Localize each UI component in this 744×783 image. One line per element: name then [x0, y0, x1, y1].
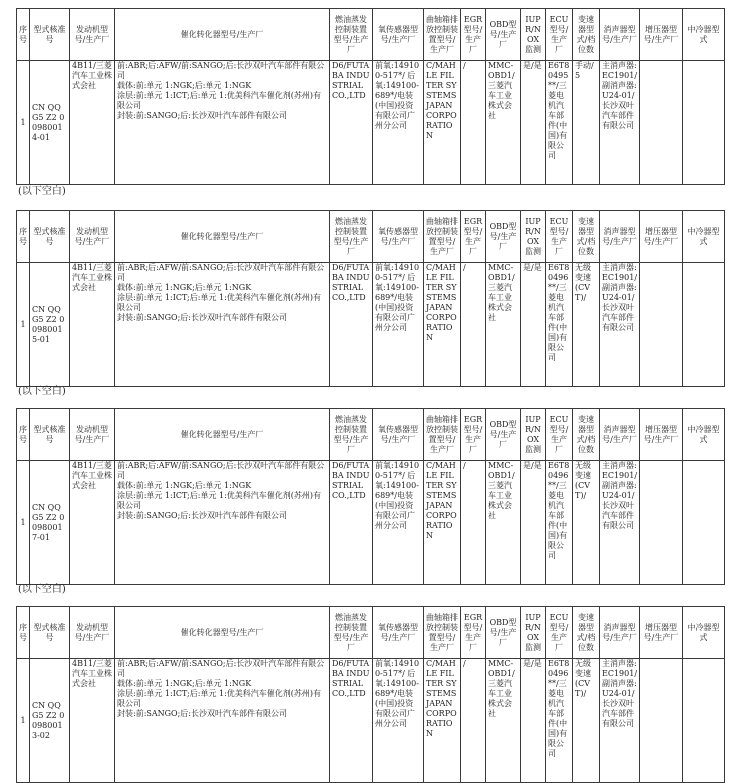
- gearbox-cell: 无级变速(CVT)/: [573, 461, 600, 585]
- header-obd: OBD型号/生产厂: [486, 211, 521, 263]
- ecu-cell: E6T80496**/三菱电机汽车部件(中国)有限公司: [546, 659, 573, 783]
- obd-cell: MMC-OBD1/三菱汽车工业株式会社: [486, 263, 521, 387]
- blank-note: (以下空白): [18, 386, 66, 397]
- crankcase-cell: C/MAHLE FILTER SYSTEMS JAPAN CORPORATION: [424, 659, 461, 783]
- table-row: [17, 461, 725, 585]
- header-evap: 燃油蒸发控制装置型号/生产厂: [330, 409, 373, 461]
- iupr-cell: 是/是: [521, 659, 546, 783]
- header-ecu: ECU型号/生产厂: [546, 409, 573, 461]
- header-gearbox: 变速器型式/档位数: [573, 211, 600, 263]
- header-o2: 氧传感器型号/生产厂: [373, 211, 424, 263]
- header-type-approval: 型式核准号: [30, 211, 70, 263]
- header-row: [17, 607, 725, 659]
- header-turbo: 增压器型号/生产厂: [640, 607, 683, 659]
- header-o2: 氧传感器型号/生产厂: [373, 9, 424, 61]
- evap-cell: D6/FUTABA INDUSTRIAL CO.,LTD: [330, 659, 373, 783]
- header-engine: 发动机型号/生产厂: [70, 607, 115, 659]
- egr-cell: /: [461, 263, 486, 387]
- header-catalyst: 催化转化器型号/生产厂: [115, 409, 330, 461]
- header-crankcase: 曲轴箱排放控制装置型号/生产厂: [424, 9, 461, 61]
- o2-cell: 前氧:149100-517*/ 后氧:149100-689*/电装(中国)投资有限公司广州分公司: [373, 61, 424, 185]
- crankcase-cell: C/MAHLE FILTER SYSTEMS JAPAN CORPORATION: [424, 61, 461, 185]
- header-ecu: ECU型号/生产厂: [546, 9, 573, 61]
- record-table-4: [16, 606, 725, 783]
- header-intercooler: 中冷器型式: [683, 9, 725, 61]
- muffler-cell: 主消声器:EC1901/副消声器:U24-01/长沙双叶汽车部件有限公司: [600, 659, 640, 783]
- header-intercooler: 中冷器型式: [683, 607, 725, 659]
- o2-cell: 前氧:149100-517*/ 后氧:149100-689*/电装(中国)投资有限公司广州分公司: [373, 461, 424, 585]
- type-approval-cell: CN QQ G5 Z2 0098001 7-01: [30, 461, 70, 585]
- header-row: [17, 409, 725, 461]
- obd-cell: MMC-OBD1/三菱汽车工业株式会社: [486, 61, 521, 185]
- header-ecu: ECU型号/生产厂: [546, 211, 573, 263]
- header-evap: 燃油蒸发控制装置型号/生产厂: [330, 211, 373, 263]
- turbo-cell: [640, 61, 683, 185]
- seq-cell: 1: [17, 263, 30, 387]
- header-type-approval: 型式核准号: [30, 607, 70, 659]
- blank-note: (以下空白): [18, 584, 66, 595]
- header-crankcase: 曲轴箱排放控制装置型号/生产厂: [424, 409, 461, 461]
- header-muffler: 消声器型号/生产厂: [600, 211, 640, 263]
- header-muffler: 消声器型号/生产厂: [600, 9, 640, 61]
- catalyst-cell: 前:ABR;后:AFW/前:SANGO;后:长沙双叶汽车部件有限公司 载体:前:单元 1:NGK;后:单元 1:NGK 涂层:前:单元 1:ICT;后:单元 1:优美科汽车催化剂(苏州)有限公司 封装:前:SANGO;后:长沙双叶汽车部件有限公司: [115, 461, 330, 585]
- gearbox-cell: 手动/5: [573, 61, 600, 185]
- type-approval-cell: CN QQ G5 Z2 0098001 3-02: [30, 659, 70, 783]
- engine-cell: 4B11/三菱汽车工业株式会社: [70, 61, 115, 185]
- header-o2: 氧传感器型号/生产厂: [373, 409, 424, 461]
- header-catalyst: 催化转化器型号/生产厂: [115, 607, 330, 659]
- header-engine: 发动机型号/生产厂: [70, 409, 115, 461]
- iupr-cell: 是/是: [521, 61, 546, 185]
- egr-cell: /: [461, 659, 486, 783]
- intercooler-cell: [683, 61, 725, 185]
- turbo-cell: [640, 461, 683, 585]
- header-egr: EGR型号/生产厂: [461, 211, 486, 263]
- header-evap: 燃油蒸发控制装置型号/生产厂: [330, 9, 373, 61]
- muffler-cell: 主消声器:EC1901/副消声器:U24-01/长沙双叶汽车部件有限公司: [600, 263, 640, 387]
- table-row: [17, 659, 725, 783]
- header-ecu: ECU型号/生产厂: [546, 607, 573, 659]
- header-obd: OBD型号/生产厂: [486, 9, 521, 61]
- header-iupr: IUPR/NOX监测: [521, 211, 546, 263]
- header-egr: EGR型号/生产厂: [461, 9, 486, 61]
- header-egr: EGR型号/生产厂: [461, 607, 486, 659]
- seq-cell: 1: [17, 659, 30, 783]
- egr-cell: /: [461, 61, 486, 185]
- record-table-1: [16, 8, 725, 185]
- header-obd: OBD型号/生产厂: [486, 409, 521, 461]
- crankcase-cell: C/MAHLE FILTER SYSTEMS JAPAN CORPORATION: [424, 461, 461, 585]
- header-turbo: 增压器型号/生产厂: [640, 409, 683, 461]
- muffler-cell: 主消声器:EC1901/副消声器:U24-01/长沙双叶汽车部件有限公司: [600, 61, 640, 185]
- header-turbo: 增压器型号/生产厂: [640, 211, 683, 263]
- header-seq: 序号: [17, 211, 30, 263]
- header-crankcase: 曲轴箱排放控制装置型号/生产厂: [424, 607, 461, 659]
- intercooler-cell: [683, 461, 725, 585]
- header-obd: OBD型号/生产厂: [486, 607, 521, 659]
- evap-cell: D6/FUTABA INDUSTRIAL CO.,LTD: [330, 461, 373, 585]
- ecu-cell: E6T80496**/三菱电机汽车部件(中国)有限公司: [546, 263, 573, 387]
- header-engine: 发动机型号/生产厂: [70, 211, 115, 263]
- type-approval-cell: CN QQ G5 Z2 0098001 4-01: [30, 61, 70, 185]
- engine-cell: 4B11/三菱汽车工业株式会社: [70, 659, 115, 783]
- ecu-cell: E6T80496**/三菱电机汽车部件(中国)有限公司: [546, 461, 573, 585]
- iupr-cell: 是/是: [521, 263, 546, 387]
- seq-cell: 1: [17, 461, 30, 585]
- header-gearbox: 变速器型式/档位数: [573, 9, 600, 61]
- header-catalyst: 催化转化器型号/生产厂: [115, 9, 330, 61]
- header-crankcase: 曲轴箱排放控制装置型号/生产厂: [424, 211, 461, 263]
- header-intercooler: 中冷器型式: [683, 409, 725, 461]
- table-row: [17, 263, 725, 387]
- crankcase-cell: C/MAHLE FILTER SYSTEMS JAPAN CORPORATION: [424, 263, 461, 387]
- obd-cell: MMC-OBD1/三菱汽车工业株式会社: [486, 659, 521, 783]
- header-catalyst: 催化转化器型号/生产厂: [115, 211, 330, 263]
- record-table-2: [16, 210, 725, 387]
- header-seq: 序号: [17, 409, 30, 461]
- catalyst-cell: 前:ABR;后:AFW/前:SANGO;后:长沙双叶汽车部件有限公司 载体:前:单元 1:NGK;后:单元 1:NGK 涂层:前:单元 1:ICT;后:单元 1:优美科汽车催化剂(苏州)有限公司 封装:前:SANGO;后:长沙双叶汽车部件有限公司: [115, 659, 330, 783]
- record-table-3: [16, 408, 725, 585]
- seq-cell: 1: [17, 61, 30, 185]
- header-gearbox: 变速器型式/档位数: [573, 607, 600, 659]
- table-row: [17, 61, 725, 185]
- engine-cell: 4B11/三菱汽车工业株式会社: [70, 263, 115, 387]
- o2-cell: 前氧:149100-517*/ 后氧:149100-689*/电装(中国)投资有限公司广州分公司: [373, 659, 424, 783]
- header-seq: 序号: [17, 9, 30, 61]
- ecu-cell: E6T80495**/三菱电机汽车部件(中国)有限公司: [546, 61, 573, 185]
- header-type-approval: 型式核准号: [30, 9, 70, 61]
- iupr-cell: 是/是: [521, 461, 546, 585]
- engine-cell: 4B11/三菱汽车工业株式会社: [70, 461, 115, 585]
- muffler-cell: 主消声器:EC1901/副消声器:U24-01/长沙双叶汽车部件有限公司: [600, 461, 640, 585]
- header-evap: 燃油蒸发控制装置型号/生产厂: [330, 607, 373, 659]
- header-engine: 发动机型号/生产厂: [70, 9, 115, 61]
- o2-cell: 前氧:149100-517*/ 后氧:149100-689*/电装(中国)投资有限公司广州分公司: [373, 263, 424, 387]
- header-seq: 序号: [17, 607, 30, 659]
- catalyst-cell: 前:ABR;后:AFW/前:SANGO;后:长沙双叶汽车部件有限公司 载体:前:单元 1:NGK;后:单元 1:NGK 涂层:前:单元 1:ICT;后:单元 1:优美科汽车催化剂(苏州)有限公司 封装:前:SANGO;后:长沙双叶汽车部件有限公司: [115, 263, 330, 387]
- turbo-cell: [640, 263, 683, 387]
- intercooler-cell: [683, 659, 725, 783]
- header-iupr: IUPR/NOX监测: [521, 409, 546, 461]
- header-row: [17, 9, 725, 61]
- header-o2: 氧传感器型号/生产厂: [373, 607, 424, 659]
- evap-cell: D6/FUTABA INDUSTRIAL CO.,LTD: [330, 263, 373, 387]
- blank-note: (以下空白): [18, 186, 66, 197]
- header-type-approval: 型式核准号: [30, 409, 70, 461]
- header-row: [17, 211, 725, 263]
- header-iupr: IUPR/NOX监测: [521, 607, 546, 659]
- header-muffler: 消声器型号/生产厂: [600, 607, 640, 659]
- egr-cell: /: [461, 461, 486, 585]
- gearbox-cell: 无级变速(CVT)/: [573, 659, 600, 783]
- evap-cell: D6/FUTABA INDUSTRIAL CO.,LTD: [330, 61, 373, 185]
- header-iupr: IUPR/NOX监测: [521, 9, 546, 61]
- header-muffler: 消声器型号/生产厂: [600, 409, 640, 461]
- header-intercooler: 中冷器型式: [683, 211, 725, 263]
- gearbox-cell: 无级变速(CVT)/: [573, 263, 600, 387]
- intercooler-cell: [683, 263, 725, 387]
- header-turbo: 增压器型号/生产厂: [640, 9, 683, 61]
- obd-cell: MMC-OBD1/三菱汽车工业株式会社: [486, 461, 521, 585]
- type-approval-cell: CN QQ G5 Z2 0098001 5-01: [30, 263, 70, 387]
- turbo-cell: [640, 659, 683, 783]
- header-gearbox: 变速器型式/档位数: [573, 409, 600, 461]
- header-egr: EGR型号/生产厂: [461, 409, 486, 461]
- catalyst-cell: 前:ABR;后:AFW/前:SANGO;后:长沙双叶汽车部件有限公司 载体:前:单元 1:NGK;后:单元 1:NGK 涂层:前:单元 1:ICT;后:单元 1:优美科汽车催化剂(苏州)有限公司 封装:前:SANGO;后:长沙双叶汽车部件有限公司: [115, 61, 330, 185]
